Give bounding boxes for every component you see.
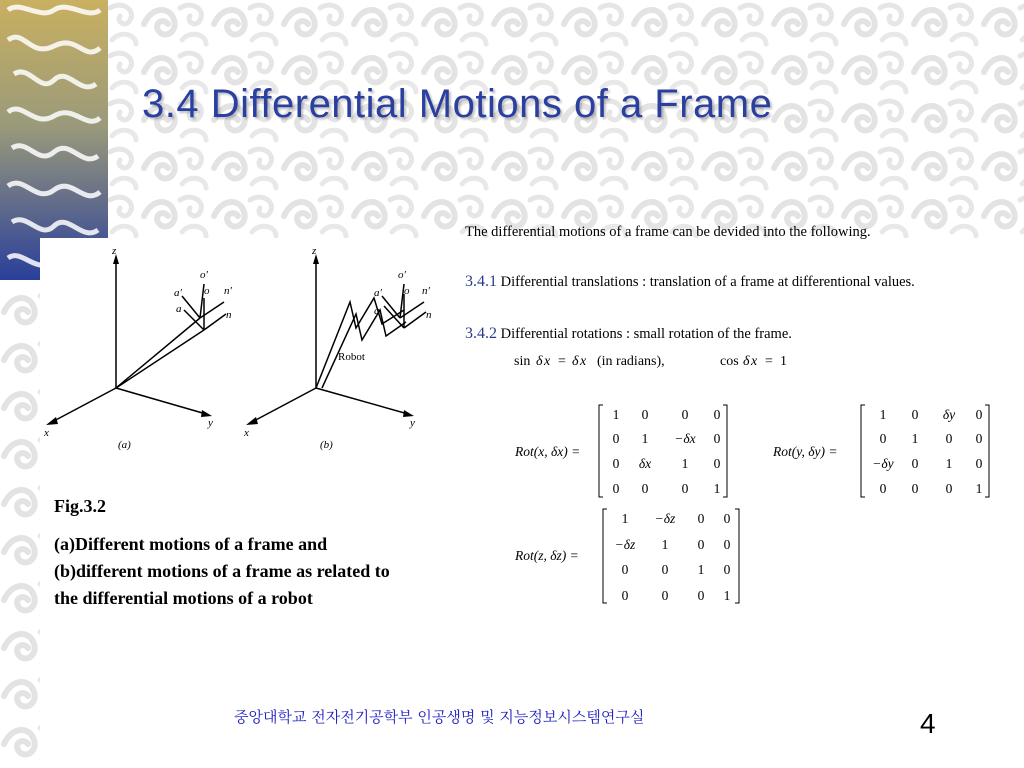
- frame-label-o-prime: o′: [200, 269, 208, 281]
- matrix-cell: 0: [697, 588, 705, 603]
- svg-text:Rot(y, δy) =: Rot(y, δy) =: [773, 444, 838, 459]
- svg-text:Rot(z, δz) =: Rot(z, δz) =: [515, 548, 579, 563]
- matrix-cell: 0: [713, 407, 721, 422]
- robot-label: Robot: [338, 351, 365, 363]
- matrix-cell: 1: [621, 511, 629, 526]
- matrix-cell: 0: [661, 562, 669, 577]
- matrix-cell: 0: [641, 407, 649, 422]
- matrix-cell: 0: [697, 511, 705, 526]
- svg-text:cos: cos: [720, 354, 739, 369]
- rotation-equations: [505, 345, 1005, 615]
- matrix-cell: δy: [942, 407, 956, 422]
- matrix-cell: 1: [641, 431, 649, 446]
- matrix-cell: 1: [723, 588, 731, 603]
- matrix-cell: 1: [713, 481, 721, 496]
- svg-text:δ: δ: [536, 354, 543, 369]
- matrix-cell: 1: [697, 562, 705, 577]
- matrix-cell: 0: [945, 481, 953, 496]
- intro-text: The differential motions of a frame can be devided into the following.: [465, 224, 871, 240]
- svg-text:(in radians),: (in radians),: [597, 354, 665, 369]
- figure-caption: [54, 496, 390, 612]
- caption-line: (a)Different motions of a frame and: [54, 534, 328, 554]
- axis-x-label: x: [244, 427, 249, 439]
- frame-label-a: a: [374, 305, 380, 317]
- matrix-cell: 0: [975, 431, 983, 446]
- svg-text:x: x: [580, 354, 587, 369]
- matrix-cell: 0: [723, 537, 731, 552]
- axis-x-label: x: [44, 427, 49, 439]
- slide-title: 3.4 Differential Motions of a Frame: [142, 82, 773, 126]
- matrix-cell: 0: [723, 562, 731, 577]
- axis-y-label: y: [208, 417, 213, 429]
- matrix-cell: 0: [911, 407, 919, 422]
- matrix-cell: −δx: [674, 431, 696, 446]
- frame-label-a: a: [176, 303, 182, 315]
- matrix-rot-x: [514, 405, 727, 497]
- frame-label-o: o: [404, 285, 410, 297]
- figure-b: [252, 260, 426, 422]
- subfigure-a-label: (a): [118, 439, 131, 451]
- matrix-cell: −δy: [872, 456, 894, 471]
- matrix-cell: 1: [911, 431, 919, 446]
- matrix-cell: 0: [612, 481, 620, 496]
- matrix-cell: 0: [681, 407, 689, 422]
- matrix-cell: 0: [879, 431, 887, 446]
- section-3-4-1: [465, 273, 915, 291]
- small-angle-approximation: [514, 354, 787, 369]
- matrix-cell: 1: [975, 481, 983, 496]
- frame-label-a-prime: a′: [374, 287, 382, 299]
- caption-title: Fig.3.2: [54, 496, 106, 516]
- figure-a: [52, 260, 226, 422]
- frame-label-n: n: [426, 309, 432, 321]
- matrix-cell: 0: [713, 456, 721, 471]
- svg-text:x: x: [544, 354, 551, 369]
- matrix-cell: 0: [975, 407, 983, 422]
- svg-text:=: =: [558, 354, 566, 369]
- matrix-cell: 0: [723, 511, 731, 526]
- matrix-cell: 0: [641, 481, 649, 496]
- matrix-cell: −δz: [654, 511, 676, 526]
- matrix-cell: 0: [713, 431, 721, 446]
- matrix-cell: δx: [638, 456, 652, 471]
- matrix-rot-y: [772, 405, 989, 497]
- matrix-cell: 0: [612, 456, 620, 471]
- matrix-cell: 0: [697, 537, 705, 552]
- svg-text:δ: δ: [572, 354, 579, 369]
- frame-label-o: o: [204, 285, 210, 297]
- section-text: Differential translations : translation of a frame at differentional values.: [500, 274, 915, 290]
- svg-text:x: x: [751, 354, 758, 369]
- matrix-rot-z: [514, 509, 739, 603]
- svg-text:1: 1: [780, 354, 787, 369]
- matrix-cell: 0: [975, 456, 983, 471]
- matrix-cell: 0: [681, 481, 689, 496]
- frame-label-n-prime: n′: [422, 285, 430, 297]
- caption-line: the differential motions of a robot: [54, 588, 313, 608]
- axis-z-label: z: [312, 245, 317, 257]
- page-number: 4: [920, 708, 936, 739]
- matrix-cell: 0: [621, 588, 629, 603]
- matrix-cell: 1: [945, 456, 953, 471]
- axis-y-label: y: [410, 417, 415, 429]
- matrix-cell: 0: [911, 481, 919, 496]
- frame-label-n: n: [226, 309, 232, 321]
- subfigure-b-label: (b): [320, 439, 333, 451]
- frame-label-a-prime: a′: [174, 287, 182, 299]
- svg-text:Rot(x, δx) =: Rot(x, δx) =: [515, 444, 581, 459]
- section-number: 3.4.2: [465, 325, 497, 342]
- matrix-cell: 0: [911, 456, 919, 471]
- matrix-cell: 1: [661, 537, 669, 552]
- frame-label-o-prime: o′: [398, 269, 406, 281]
- matrix-cell: 1: [879, 407, 887, 422]
- matrix-cell: 1: [612, 407, 620, 422]
- caption-line: (b)different motions of a frame as related to: [54, 561, 390, 581]
- matrix-cell: 0: [945, 431, 953, 446]
- svg-text:=: =: [765, 354, 773, 369]
- footer-lab-name: 중앙대학교 전자전기공학부 인공생명 및 지능정보시스템연구실: [234, 708, 645, 726]
- svg-text:sin: sin: [514, 354, 531, 369]
- matrix-cell: 0: [879, 481, 887, 496]
- matrix-cell: 0: [612, 431, 620, 446]
- section-text: Differential rotations : small rotation of the frame.: [500, 326, 792, 342]
- matrix-cell: 1: [681, 456, 689, 471]
- figure-3-2: [44, 242, 444, 460]
- matrix-cell: 0: [621, 562, 629, 577]
- matrix-cell: −δz: [614, 537, 636, 552]
- frame-label-n-prime: n′: [224, 285, 232, 297]
- section-3-4-2: [465, 325, 792, 343]
- section-number: 3.4.1: [465, 273, 497, 290]
- axis-z-label: z: [112, 245, 117, 257]
- matrix-cell: 0: [661, 588, 669, 603]
- svg-text:δ: δ: [743, 354, 750, 369]
